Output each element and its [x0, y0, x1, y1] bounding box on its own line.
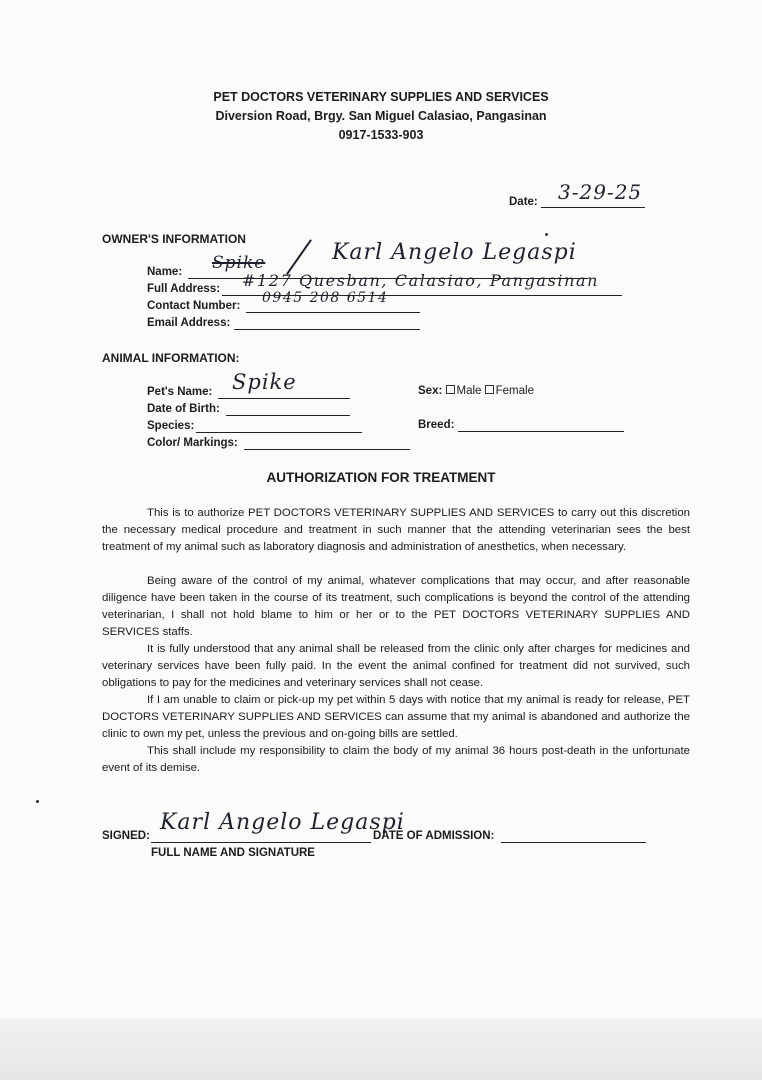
paper-speck — [545, 233, 548, 236]
email-line — [234, 329, 420, 330]
address-value: #127 Quesban, Calasiao, Pangasinan — [242, 271, 600, 290]
contact-value: 0945 208 6514 — [262, 290, 389, 306]
date-value: 3-29-25 — [558, 180, 643, 204]
contact-line — [246, 312, 420, 313]
full-name-signature-label: FULL NAME AND SIGNATURE — [151, 847, 315, 859]
authorization-paragraph-5: This shall include my responsibility to claim the body of my animal 36 hours post-death in the unfortunate event of its demise. — [102, 745, 690, 774]
female-option-label: Female — [495, 385, 534, 397]
owner-section-title: OWNER'S INFORMATION — [102, 232, 246, 246]
male-option-label: Male — [456, 385, 482, 397]
contact-label: Contact Number: — [147, 300, 241, 312]
name-slash — [286, 239, 312, 275]
admission-line — [501, 842, 646, 843]
signature-value: Karl Angelo Legaspi — [160, 810, 405, 835]
name-label: Name: — [147, 266, 183, 278]
authorization-paragraph-3: It is fully understood that any animal shall be released from the clinic only after charges for medicines and veterinary services have been fully paid. In the event the animal confined for treatment did not survived, such obligations to pay for the medicines and veterinary services shall not cease. — [102, 643, 690, 689]
signed-label: SIGNED: — [102, 830, 150, 842]
color-line — [244, 449, 410, 450]
male-checkbox[interactable] — [446, 385, 455, 394]
authorization-paragraph-4: If I am unable to claim or pick-up my pet within 5 days with notice that my animal is ready for release, PET DOCTORS VETERINARY SUPPLIES AND SERVICES can assume that my animal is abandoned and authorize the clinic to own my pet, unless the previous and on-going bills are settled. — [102, 694, 690, 740]
address-label: Full Address: — [147, 283, 221, 295]
pet-name-label: Pet's Name: — [147, 386, 213, 398]
email-label: Email Address: — [147, 317, 231, 329]
date-line — [541, 207, 645, 208]
authorization-paragraph-2: Being aware of the control of my animal, whatever complications that may occur, and after reasonable diligence have been taken in the course of its treatment, such complications is beyond the control of the attending veterinarian, I shall not hold blame to him or her or to the PET DOCTORS VETERINARY SUPPLIES AND SERVICES staffs. — [102, 575, 690, 638]
paper-speck — [36, 800, 39, 803]
company-name: PET DOCTORS VETERINARY SUPPLIES AND SERVICES — [213, 90, 549, 104]
name-value: Karl Angelo Legaspi — [332, 240, 577, 265]
authorization-title: AUTHORIZATION FOR TREATMENT — [266, 470, 496, 485]
pet-name-value: Spike — [232, 370, 297, 394]
name-struck-value: Spike — [212, 253, 266, 273]
color-label: Color/ Markings: — [147, 437, 238, 449]
species-line — [196, 432, 362, 433]
admission-label: DATE OF ADMISSION: — [373, 830, 495, 842]
scan-background — [0, 1018, 762, 1080]
animal-section-title: ANIMAL INFORMATION: — [102, 351, 240, 365]
dob-label: Date of Birth: — [147, 403, 220, 415]
company-address: Diversion Road, Brgy. San Miguel Calasiao, Pangasinan — [215, 109, 547, 123]
pet-name-line — [218, 398, 350, 399]
breed-line — [458, 431, 624, 432]
signature-line — [151, 842, 371, 843]
dob-line — [226, 415, 350, 416]
female-checkbox[interactable] — [485, 385, 494, 394]
breed-label: Breed: — [418, 419, 455, 431]
species-label: Species: — [147, 420, 195, 432]
sex-label: Sex: — [418, 385, 443, 397]
sex-field — [418, 385, 534, 397]
date-label: Date: — [509, 196, 538, 208]
company-phone: 0917-1533-903 — [338, 128, 424, 142]
authorization-paragraph-1: This is to authorize PET DOCTORS VETERINARY SUPPLIES AND SERVICES to carry out this discretion the necessary medical procedure and treatment in such manner that the attending veterinarian sees the best treatment of my animal such as laboratory diagnosis and administration of anesthetics, when necessary. — [102, 507, 690, 553]
